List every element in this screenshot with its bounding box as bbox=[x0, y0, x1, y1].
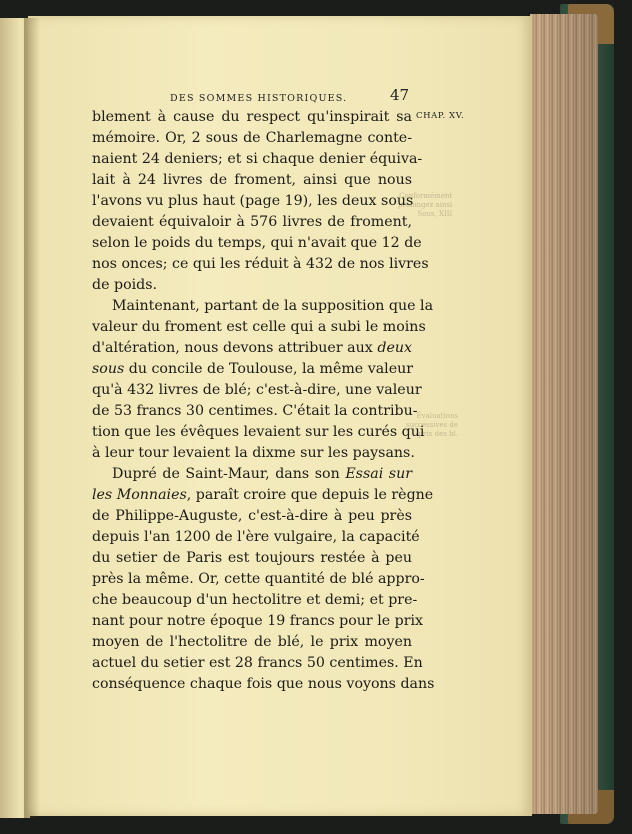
italic-text: les Monnaies bbox=[92, 487, 187, 503]
text-run: selon le poids du temps, qui n'avait que 12 de bbox=[92, 235, 422, 251]
text-line bbox=[92, 275, 412, 296]
text-line bbox=[92, 569, 425, 590]
text-line bbox=[92, 107, 412, 128]
text-line bbox=[92, 527, 420, 548]
text-line bbox=[92, 212, 412, 233]
text-run: Maintenant, partant de la supposition que la bbox=[112, 298, 434, 314]
text-line bbox=[92, 254, 429, 275]
text-run: de poids. bbox=[92, 277, 158, 293]
text-run: d'altération, nous devons attribuer aux bbox=[92, 340, 378, 356]
text-run: conséquence chaque fois que nous voyons dans bbox=[92, 676, 435, 692]
text-line bbox=[92, 317, 426, 338]
text-run: depuis l'an 1200 de l'ère vulgaire, la capacité bbox=[92, 529, 420, 545]
text-line bbox=[92, 590, 418, 611]
text-line bbox=[92, 485, 434, 506]
text-line bbox=[92, 170, 412, 191]
text-line bbox=[92, 548, 412, 569]
text-line bbox=[92, 401, 418, 422]
page-fore-edge-shade bbox=[530, 14, 598, 814]
text-run: qu'à 432 livres de blé; c'est-à-dire, une valeur bbox=[92, 382, 422, 398]
text-run: blement à cause du respect qu'inspirait sa bbox=[92, 109, 412, 125]
italic-text: sous bbox=[92, 361, 125, 377]
text-run: du concile de Toulouse, la même valeur bbox=[124, 361, 414, 377]
text-run: , paraît croire que depuis le règne bbox=[186, 487, 434, 503]
text-run: lait à 24 livres de froment, ainsi que nous bbox=[92, 172, 412, 188]
page-gutter-shadow bbox=[24, 18, 40, 818]
text-run: de Philippe-Auguste, c'est-à-dire à peu près bbox=[92, 508, 412, 524]
text-run: mémoire. Or, 2 sous de Charlemagne conte- bbox=[92, 130, 412, 146]
text-run: de 53 francs 30 centimes. C'était la contribu- bbox=[92, 403, 418, 419]
text-line bbox=[92, 506, 412, 527]
text-run: valeur du froment est celle qui a subi le moins bbox=[92, 319, 426, 335]
text-run: nos onces; ce qui les réduit à 432 de nos livres bbox=[92, 256, 429, 272]
page-number: 47 bbox=[390, 86, 410, 104]
text-line bbox=[92, 674, 435, 695]
text-run: Dupré de Saint-Maur, dans son bbox=[112, 466, 346, 482]
text-line bbox=[112, 464, 412, 485]
text-line bbox=[92, 422, 425, 443]
text-line bbox=[92, 359, 412, 380]
text-run: l'avons vu plus haut (page 19), les deux sous bbox=[92, 193, 414, 209]
text-line bbox=[92, 338, 412, 359]
italic-text: deux bbox=[377, 340, 412, 356]
text-line bbox=[92, 380, 422, 401]
text-line bbox=[92, 632, 412, 653]
chapter-marker: CHAP. XV. bbox=[416, 111, 465, 121]
text-run: devaient équivaloir à 576 livres de froment, bbox=[92, 214, 412, 230]
show-through-margin-note: Conformément prolongez ainsi Sous, XIII bbox=[398, 192, 453, 218]
text-line bbox=[92, 443, 415, 464]
text-line bbox=[92, 611, 424, 632]
italic-text: Essai sur bbox=[345, 466, 413, 482]
text-run: à leur tour levaient la dixme sur les paysans. bbox=[92, 445, 415, 461]
text-line bbox=[92, 233, 422, 254]
text-run: actuel du setier est 28 francs 50 centimes. En bbox=[92, 655, 423, 671]
text-line bbox=[92, 191, 412, 212]
text-run: du setier de Paris est toujours restée à peu bbox=[92, 550, 412, 566]
text-run: près la même. Or, cette quantité de blé appro- bbox=[92, 571, 425, 587]
text-run: naient 24 deniers; et si chaque denier équiva- bbox=[92, 151, 423, 167]
text-run: che beaucoup d'un hectolitre et demi; et pre- bbox=[92, 592, 418, 608]
show-through-margin-note: Évaluations successives de prix des bl. bbox=[406, 412, 459, 438]
text-line bbox=[112, 296, 434, 317]
text-run: tion que les évêques levaient sur les curés qui bbox=[92, 424, 425, 440]
text-run: nant pour notre époque 19 francs pour le prix bbox=[92, 613, 424, 629]
text-line bbox=[92, 128, 412, 149]
running-title: DES SOMMES HISTORIQUES. bbox=[170, 93, 348, 104]
text-run: moyen de l'hectolitre de blé, le prix moyen bbox=[92, 634, 412, 650]
text-line bbox=[92, 653, 423, 674]
text-line bbox=[92, 149, 423, 170]
